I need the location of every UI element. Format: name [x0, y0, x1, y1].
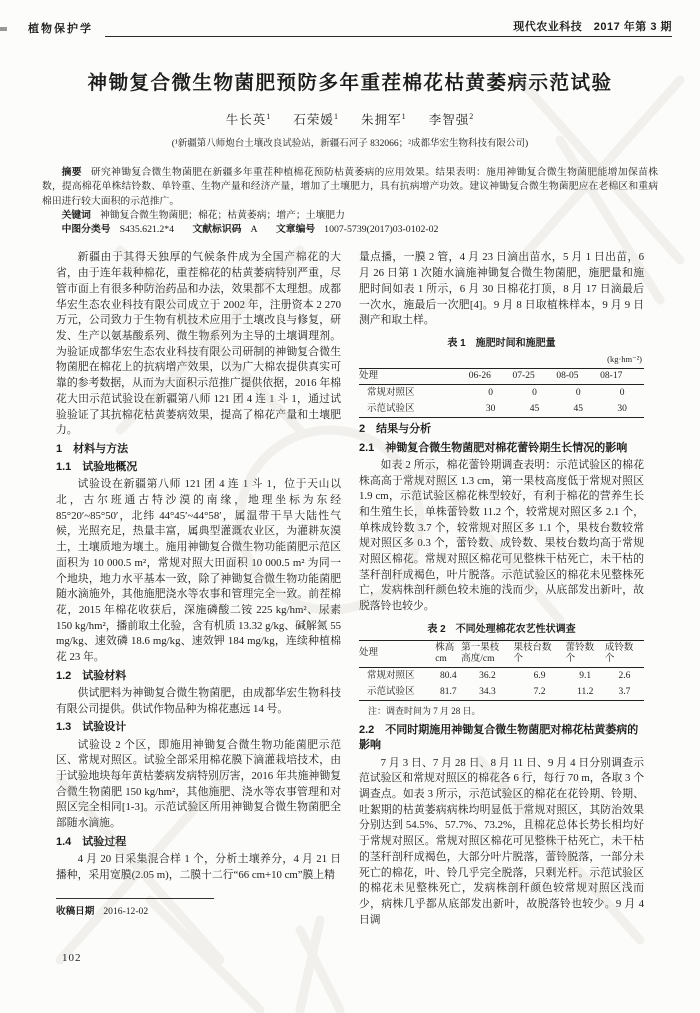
left-column: [56, 250, 341, 928]
design-paragraph: 试验设 2 个区，即施用神锄复合微生物功能菌肥示范区、常规对照区。试验全部采用棉花膜下滴灌栽培技术，由于试验地块每年黄枯萎病发病特别厉害，2016 年共施神锄复合微生物菌肥 150 kg/hm²，其他施肥、浇水等农事管理和对照区完全相同[1-3]。示范试验区所用神锄复合微生物菌肥全部随水滴施。: [56, 738, 341, 830]
table2-cell: 36.2: [479, 670, 496, 681]
table1-block: [359, 336, 644, 418]
table-row: [359, 385, 644, 402]
abstract: [42, 166, 658, 209]
table2-cell: 81.7: [439, 686, 457, 697]
author-name: 李智强$^2$: [428, 111, 475, 127]
running-head-rule: [105, 18, 672, 37]
table2-col-header: 成铃数 个: [605, 640, 644, 667]
table2-title: 表 2 不同处理棉花农艺性状调查: [427, 623, 576, 635]
doc-code-value: A: [250, 224, 258, 236]
subsection-heading-design: 1.3 试验设计: [56, 721, 127, 734]
received-date-footnote: [56, 898, 341, 917]
author-affil-sup: 2: [469, 111, 475, 121]
clc-item: [62, 224, 174, 235]
table2-header-row: [359, 640, 644, 667]
table-row: [359, 667, 644, 684]
table1-col-header: 07-25: [513, 369, 557, 385]
table1-cell: 30: [485, 404, 496, 415]
author-affil-sup: 1: [266, 111, 272, 121]
fertilization-schedule-table: [359, 368, 644, 418]
journal-section-label: 植物保护学: [28, 23, 93, 35]
abstract-text: 研究神锄复合微生物菌肥在新疆多年重茬种植棉花预防枯黄萎病的应用效果。结果表明：施用神锄复合微生物菌肥能增加保苗株数，提高棉花单株结铃数、单铃重、生物产量和经济产量，增加了土壤肥力，具有抗病增产功效。建议神锄复合微生物菌肥应在老棉区和重病棉田进行较大面积的示范推广。: [42, 167, 659, 207]
received-label: 收稿日期: [56, 906, 95, 917]
author-list: [0, 110, 700, 128]
author-affil-sup: 1: [333, 111, 339, 121]
section-heading-methods: 1 材料与方法: [56, 442, 129, 455]
table1-title: 表 1 施肥时间和施肥量: [447, 338, 556, 349]
table2-cell: 常规对照区: [367, 670, 415, 681]
table1-cell: 示范试验区: [367, 404, 415, 415]
table2-cell: 9.1: [579, 670, 592, 681]
subsection-heading-site: 1.1 试验地概况: [56, 461, 138, 474]
table1-cell: 常规对照区: [367, 388, 415, 399]
table2-cell: 34.3: [479, 686, 496, 697]
running-head: [28, 0, 672, 37]
keywords-label: 关键词: [61, 209, 91, 221]
table2-col-header: 蕾铃数 个: [566, 640, 605, 667]
journal-issue-label: 现代农业科技 2017 年第 3 期: [513, 21, 672, 33]
article-id-value: 1007-5739(2017)03-0102-02: [324, 224, 439, 236]
table2-cell: 7.2: [533, 686, 546, 697]
author-name: 石荣媛$^1$: [293, 111, 339, 127]
table1-cell: 0: [575, 388, 581, 399]
table-row: [359, 401, 644, 418]
author-name: 朱拥军$^1$: [361, 111, 407, 127]
table2-cell: 11.2: [577, 686, 594, 697]
table1-col-header: 08-17: [600, 369, 644, 385]
article-body: [56, 250, 644, 928]
clc-value: S435.621.2*4: [119, 224, 175, 236]
site-paragraph: 试验设在新疆第八师 121 团 4 连 1 斗 1，位于天山以北，古尔班通古特沙漠的南缘，地理坐标为东经 85°20′~85°50′，北纬 44°45′~44°58′，属温带干旱大陆性气候，光照充足，热量丰富，属典型灌溉农业区，为灌耕灰漠土，土壤质地为壤土。施用神锄复合微生物功能菌肥示范区面积为 10 000.5 m²，常规对照大田面积 10 000.5 m² 为同一个地块，地力水平基本一致，除了神锄复合微生物功能菌肥随水滴施外，其他施肥浇水等农事和管理完全一致。前茬棉花，2015 年棉花收获后，深施磷酸二铵 225 kg/hm²、尿素 150 kg/hm²，播前取土化验，含有机质 13.32 g/kg、碱解氮 55 mg/kg、速效磷 18.6 mg/kg、速效钾 184 mg/kg，连续种植棉花 23 年。: [56, 478, 341, 664]
keywords: [42, 209, 658, 223]
table1-cell: 0: [488, 388, 493, 399]
table1-cell: 0: [532, 388, 537, 399]
process-paragraph-continued: 量点播，一膜 2 管，4 月 23 日滴出苗水，5 月 1 日出苗，6 月 26 日第 1 次随水滴施神锄复合微生物菌肥，施肥量和施肥时间如表 1 所示，6 月 30 日棉花打顶，8 月 17 日滴最后一次水，施最后一次肥[4]。9 月 8 日取植株样本，9 月 9 日测产和取土样。: [359, 251, 644, 327]
author-name: 牛长英$^1$: [225, 111, 272, 127]
scan-artifact: [0, 27, 7, 31]
affiliation: (¹新疆第八师炮台土壤改良试验站，新疆石河子 832066；²成都华宏生物科技有限公司): [171, 139, 529, 149]
table1-col-header: 06-26: [469, 369, 513, 385]
table2-col-header: 第一果枝 高度/cm: [461, 640, 513, 667]
article-meta: [42, 223, 658, 237]
abstract-label: 摘要: [61, 167, 82, 178]
table2-block: [359, 622, 644, 719]
keywords-text: 神锄复合微生物菌肥；棉花；枯黄萎病；增产；土壤肥力: [99, 209, 345, 221]
doc-code-label: 文献标识码: [192, 224, 242, 236]
intro-paragraph: 新疆由于其得天独厚的气候条件成为全国产棉花的大省，由于连年栽种棉花，重茬棉花的枯黄萎病特别严重，尽管市面上有很多种防治药品和办法，效果都不太理想。成都华宏生态农业科技有限公司成立于 2002 年，注册资本 2 270 万元，公司致力于生物有机技术应用于土壤改良与修复，研发、生产以氨基酸系列、微生物系列为主导的土壤调理剂。为验证成都华宏生态农业科技有限公司研制的神锄复合微生物菌肥在棉花上的抗病增产效果，以为广大棉农提供真实可靠的参考数据，从而为大面积示范推广提供依据，2016 年棉花大田示范试验设在新疆第八师 121 团 4 连 1 斗 1，通过试验验证了其抗棉花枯黄萎病效果，提高了棉花产量和土壤肥力。: [56, 251, 341, 437]
table-row: [359, 684, 644, 701]
table1-cell: 45: [573, 404, 583, 415]
table2-col-header: 株高 cm: [435, 640, 461, 667]
table1-cell: 0: [619, 388, 625, 399]
table2-cell: 80.4: [439, 670, 457, 681]
article-id-label: 文章编号: [275, 224, 316, 236]
table1-cell: 30: [617, 404, 627, 415]
materials-paragraph: 供试肥料为神锄复合微生物菌肥，由成都华宏生物科技有限公司提供。供试作物品种为棉花惠远 14 号。: [56, 686, 341, 715]
table2-note: 注：调查时间为 7 月 28 日。: [368, 705, 481, 716]
page-number: 102: [62, 952, 82, 964]
table2-cell: 示范试验区: [367, 686, 415, 697]
article-title: 神锄复合微生物菌肥预防多年重茬棉花枯黄萎病示范试验: [87, 72, 613, 94]
table2-col-header: 果枝台数 个: [513, 640, 565, 667]
disease-paragraph: 7 月 3 日、7 月 28 日、8 月 11 日、9 月 4 日分别调查示范试验区和常规对照区的棉花各 6 行，每行 70 m，各取 3 个调查点。如表 3 所示，示范试验区的棉花在花铃期、铃期、吐絮期的枯黄萎病病株均明显低于常规对照区，其防治效果分别达到 54.5%、57.7%、73.2%，且棉花总体长势长相均好于常规对照区。常规对照区棉花可见整株干枯死亡，未干枯的茎秆剖秆成褐色，大部分叶片脱落，蕾铃脱落，一部分未死亡的棉花，叶、铃几乎完全脱落，只剩光杆。示范试验区的棉花未见整株死亡，发病株剖秆颜色较常规对照区浅而少，病株几乎都从底部发出新叶，故脱落铃也较少。9 月 4 日调: [359, 756, 644, 926]
article-id-item: [276, 224, 438, 235]
received-date: 2016-12-02: [103, 906, 149, 917]
process-paragraph: 4 月 20 日采集混合样 1 个，分析土壤养分，4 月 21 日播种，采用宽膜(2.05 m)，二膜十二行“66 cm+10 cm”膜上精: [56, 853, 341, 881]
subsection-heading-materials: 1.2 试验材料: [56, 669, 127, 682]
subsection-heading-process: 1.4 试验过程: [56, 835, 127, 848]
section-heading-results: 2 结果与分析: [359, 423, 432, 436]
table2-cell: 2.6: [618, 670, 631, 681]
table1-unit: (kg·hm⁻²): [607, 353, 642, 364]
front-matter: [42, 166, 658, 237]
right-column: [359, 250, 644, 928]
doc-code-item: [192, 224, 257, 235]
table2-cell: 6.9: [533, 670, 546, 681]
table1-col-header: 08-05: [556, 369, 600, 385]
clc-label: 中图分类号: [61, 224, 111, 236]
table1-header-row: [359, 369, 644, 385]
author-affil-sup: 1: [401, 111, 407, 121]
table2-cell: 3.7: [618, 686, 631, 697]
table1-cell: 45: [529, 404, 540, 415]
growth-paragraph: 如表 2 所示，棉花蕾铃期调查表明：示范试验区的棉花株高高于常规对照区 1.3 cm，第一果枝高度低于常规对照区 1.9 cm，示范试验区棉花株型较好，有利于棉花的营养生长和生殖生长，单株蕾铃数 11.2 个，较常规对照区多 2.1 个，单株成铃数 3.7 个，较常规对照区多 1.1 个，果枝台数较常规对照区多 0.3 个，蕾铃数、成铃数、果枝台数均高于常规对照区棉花。常规对照区棉花可见整株干枯死亡，未干枯的茎秆剖秆成褐色，叶片脱落。示范试验区的棉花未见整株死亡，发病株剖秆颜色较未施的浅而少，从底部发出新叶，故脱落铃也较少。: [359, 458, 644, 613]
table1-col-header: 处理: [359, 369, 469, 385]
footnote-rule: [56, 898, 214, 899]
table2-col-header: 处理: [359, 640, 435, 667]
agronomic-traits-table: [359, 640, 644, 701]
subsection-heading-disease: 2.2 不同时期施用神锄复合微生物菌肥对棉花枯黄萎病的影响: [359, 724, 639, 752]
subsection-heading-growth: 2.1 神锄复合微生物菌肥对棉花蕾铃期生长情况的影响: [359, 441, 628, 454]
